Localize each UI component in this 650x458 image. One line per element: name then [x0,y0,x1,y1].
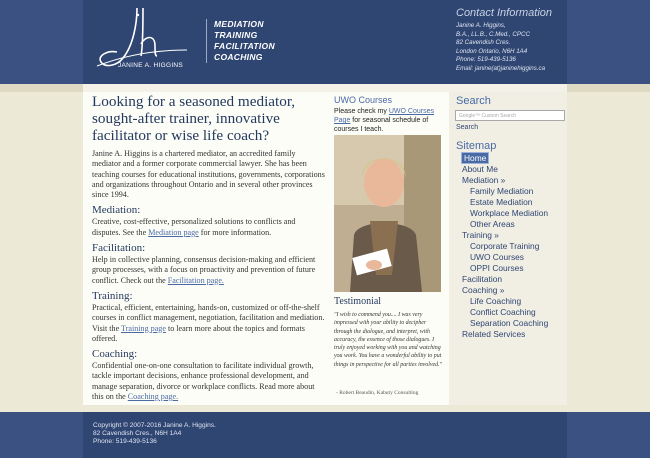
sitemap-item-corporate-training[interactable]: Corporate Training [470,241,540,251]
service-training: TRAINING [214,30,258,40]
sitemap-item-uwo-courses[interactable]: UWO Courses [470,252,524,262]
uwo-courses-title: UWO Courses [334,95,393,105]
section-text-training: Practical, efficient, entertaining, hands-on, customized or off-the-shelf courses in conflict management, negotiation, facilitation and mediation. Visit the Training page to learn more about the topics and formats offered. [92,302,325,343]
footer-text [93,422,216,447]
sitemap-item-facilitation[interactable]: Facilitation [462,274,503,284]
section-title-coaching: Coaching: [92,348,138,361]
coaching-page-link[interactable]: Coaching page. [127,392,179,402]
section-text-mediation: Creative, cost-effective, personalized solutions to conflicts and disputes. See the Mediation page for more information. [92,217,296,237]
search-input[interactable]: Google™ Custom Search [455,110,565,121]
sitemap-item-other-areas[interactable]: Other Areas [470,219,515,229]
page-title: Looking for a seasoned mediator, sought-after trainer, innovative facilitator or wise life coach? [92,93,296,144]
uwo-courses-link[interactable]: UWO Courses Page [334,108,434,124]
contact-line: Phone: 519-439-5136 [456,56,516,63]
section-title-mediation: Mediation: [92,204,141,217]
section-text-facilitation: Help in collective planning, consensus decision-making and efficient group processes, with a focus on proactivity and prevention of future conflict. Check out the Facilitation page. [92,255,316,285]
mediation-page-link[interactable]: Mediation page [148,227,199,237]
logo-name: JANINE A. HIGGINS [118,62,184,69]
testimonial-title: Testimonial [334,296,382,307]
intro-paragraph: Janine A. Higgins is a chartered mediator, an accredited family mediator and a former corporate commercial lawyer. She has been teaching courses for educational institutions, governments, corporations and organizations throughout Ontario and in several other provinces since 1994. [92,149,325,200]
testimonial-author: - Robert Beaudin, Kabuty Consulting [336,390,419,396]
contact-line: 82 Cavendish Cres. [456,39,511,46]
uwo-courses-text: Please check my UWO Courses Page for seasonal schedule of courses I teach. [334,108,434,133]
contact-title: Contact Information [456,7,552,19]
footer-address: 82 Cavendish Cres., N6H 1A4 [93,430,182,438]
uwo-courses-box [334,95,442,134]
service-mediation: MEDIATION [214,19,264,29]
section-text-coaching: Confidential one-on-one consultation to facilitate individual growth, tackle important decisions, enhance professional development, and manage separation, divorce or workplace conflicts. Read more about this on the Coaching page. [92,361,315,402]
sitemap-item-oppi-courses[interactable]: OPPI Courses [470,263,524,273]
sitemap-item-about[interactable]: About Me [462,164,498,174]
sitemap-item-workplace-mediation[interactable]: Workplace Mediation [470,208,549,218]
sitemap-item-related-services[interactable]: Related Services [462,329,526,339]
divider-band-inner [83,84,567,92]
sitemap-nav [462,153,548,340]
search-title: Search [456,95,491,107]
service-facilitation: FACILITATION [214,41,275,51]
services-list [206,19,275,63]
portrait-photo [334,135,441,292]
sitemap-item-separation-coaching[interactable]: Separation Coaching [470,318,549,328]
sitemap-item-training[interactable]: Training » [462,230,499,240]
sitemap-item-life-coaching[interactable]: Life Coaching [470,296,522,306]
testimonial-quote: "I wish to commend you.... I was very impressed with your ability to decipher through the dialogue, and interpret, with accuracy, the essence of those dialogues. I truly enjoyed working with you and watching you work. You have a wonderful ability to put things in perspective for all parties involved." [334,312,442,368]
section-title-training: Training: [92,289,133,302]
sitemap-item-coaching[interactable]: Coaching » [462,285,505,295]
sitemap-item-estate-mediation[interactable]: Estate Mediation [470,197,533,207]
contact-email[interactable]: Email: janine(at)janinehiggins.ca [456,64,546,72]
sitemap-item-home[interactable]: Home [464,153,487,163]
sitemap-item-conflict-coaching[interactable]: Conflict Coaching [470,307,536,317]
footer-phone: Phone: 519-439-5136 [93,438,157,446]
contact-line: London Ontario, N6H 1A4 [456,47,528,55]
footer-copyright: Copyright © 2007-2016 Janine A. Higgins. [93,422,216,429]
sitemap-item-mediation[interactable]: Mediation » [462,175,506,185]
section-title-facilitation: Facilitation: [92,242,146,255]
service-coaching: COACHING [214,52,263,62]
search-button[interactable]: Search [456,124,479,131]
training-page-link[interactable]: Training page [121,323,166,333]
sitemap-title: Sitemap [456,140,497,152]
facilitation-page-link[interactable]: Facilitation page. [167,275,224,285]
contact-line: Janine A. Higgins, [456,22,506,29]
contact-info [456,7,552,73]
main-column [92,93,326,405]
contact-line: B.A., LL.B., C.Med., CPCC [456,30,530,38]
sitemap-item-family-mediation[interactable]: Family Mediation [470,186,534,196]
